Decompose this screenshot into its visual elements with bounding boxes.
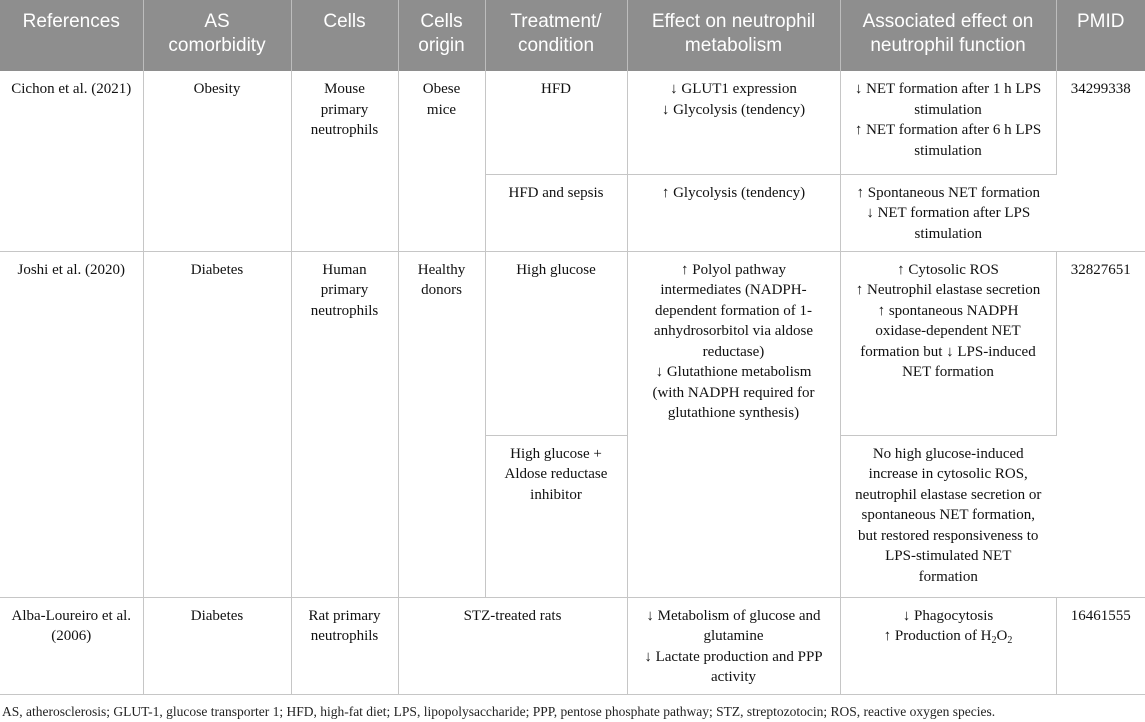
text-line: stimulation xyxy=(914,101,982,118)
text-line: glutathione synthesis) xyxy=(667,405,800,421)
text-line: ↓ Metabolism of glucose and xyxy=(646,607,821,624)
function-cell xyxy=(840,71,1056,174)
function-cell xyxy=(840,251,1056,435)
table-row xyxy=(0,251,1145,435)
table-row xyxy=(0,71,1145,174)
header-row xyxy=(0,0,1145,71)
text-line: No high glucose-induced xyxy=(872,445,1024,462)
origin-cell xyxy=(398,251,485,597)
text-line: ↓ GLUT1 expression xyxy=(670,81,797,97)
text-line: primary xyxy=(320,282,369,298)
pmid-cell xyxy=(1056,251,1145,597)
text-line: formation xyxy=(918,568,978,585)
text-line: stimulation xyxy=(914,142,982,159)
text-line: ↑ Spontaneous NET formation xyxy=(856,184,1040,201)
metabolism-cell xyxy=(627,71,840,174)
text-line: Healthy xyxy=(417,261,466,278)
text-line: intermediates (NADPH- xyxy=(660,282,807,298)
text-line: Aldose reductase xyxy=(504,466,608,482)
pmid-cell xyxy=(1056,597,1145,694)
treatment-cell xyxy=(485,174,627,251)
text-line: but restored responsiveness to xyxy=(858,527,1039,544)
text-line: Joshi et al. (2020) xyxy=(17,261,125,278)
text-line: inhibitor xyxy=(530,486,582,503)
function-lines xyxy=(844,606,1053,627)
text-line: (with NADPH required for xyxy=(652,384,815,401)
metabolism-cell xyxy=(627,251,840,597)
text-line: Alba-Loureiro et al. xyxy=(11,607,132,624)
text-line: spontaneous NET formation, xyxy=(861,507,1035,523)
text-line: Human xyxy=(322,261,367,278)
text-line: formation but ↓ LPS-induced xyxy=(860,343,1036,360)
text-line: ↓ Glycolysis (tendency) xyxy=(661,101,806,118)
reference-cell xyxy=(0,251,143,597)
header-references xyxy=(0,0,143,71)
text-line: neutrophil function xyxy=(870,35,1026,56)
text-line: oxidase-dependent NET xyxy=(875,323,1021,339)
pmid-cell xyxy=(1056,71,1145,251)
text-line: dependent formation of 1- xyxy=(654,302,813,319)
table-footnote: AS, atherosclerosis; GLUT-1, glucose transporter 1; HFD, high-fat diet; LPS, lipopolysaccharide; PPP, pentose phosphate pathway; STZ, streptozotocin; ROS, reactive oxygen species. xyxy=(2,704,996,719)
header-cells xyxy=(291,0,398,71)
text-line: comorbidity xyxy=(168,35,266,56)
text-line: Treatment/ xyxy=(510,11,602,32)
cells-cell xyxy=(291,251,398,597)
text-line: ↑ NET formation after 6 h LPS xyxy=(854,122,1042,138)
text-line: condition xyxy=(517,35,595,56)
text-line: (2006) xyxy=(51,628,92,644)
comorbidity-cell xyxy=(143,71,291,251)
text-line: mice xyxy=(426,101,457,118)
text-line: Obese xyxy=(422,81,461,97)
text-line: High glucose xyxy=(516,261,596,278)
reference-cell xyxy=(0,597,143,694)
origin-treatment-cell xyxy=(398,597,627,694)
text-line: activity xyxy=(711,669,756,685)
cells-cell xyxy=(291,71,398,251)
text-line: 34299338 xyxy=(1070,81,1131,97)
text-line: donors xyxy=(421,282,462,298)
text-line: HFD and sepsis xyxy=(508,184,604,201)
text-line: neutrophils xyxy=(310,302,379,319)
text-line: STZ-treated rats xyxy=(463,607,562,624)
text-line: neutrophils xyxy=(310,628,379,644)
reference-cell xyxy=(0,71,143,251)
text-line: 32827651 xyxy=(1070,261,1131,278)
text-line: origin xyxy=(418,35,465,56)
text-line: ↓ Lactate production and PPP xyxy=(644,648,823,665)
text-line: High glucose + xyxy=(510,445,602,462)
metabolism-cell xyxy=(627,597,840,694)
text-line: PMID xyxy=(1077,11,1125,32)
text-line: 16461555 xyxy=(1070,607,1131,624)
text-line: ↑ spontaneous NADPH xyxy=(877,302,1019,319)
comorbidity-cell xyxy=(143,251,291,597)
text-line: metabolism xyxy=(684,35,783,56)
text-line: LPS-stimulated NET xyxy=(885,548,1012,564)
text-line: Diabetes xyxy=(190,261,244,278)
text-line: NET formation xyxy=(902,364,994,380)
text-line: glutamine xyxy=(703,628,764,644)
text-line: ↓ Glutathione metabolism xyxy=(655,364,812,380)
h2o2-line: ↑ Production of $H_2O_2$ xyxy=(883,628,1013,646)
treatment-cell xyxy=(485,71,627,174)
cells-cell xyxy=(291,597,398,694)
text-line: anhydrosorbitol via aldose xyxy=(653,323,814,339)
text-line: References xyxy=(22,11,120,32)
text-line: AS xyxy=(204,11,230,32)
text-line: reductase) xyxy=(702,343,765,360)
origin-cell xyxy=(398,71,485,251)
text-line: Cells xyxy=(420,11,463,32)
text-line: ↓ NET formation after LPS xyxy=(866,205,1031,221)
text-line: Cells xyxy=(323,11,366,32)
header-origin xyxy=(398,0,485,71)
header-treatment xyxy=(485,0,627,71)
text-line: primary xyxy=(320,101,369,118)
text-line: neutrophils xyxy=(310,122,379,138)
text-line: ↑ Glycolysis (tendency) xyxy=(661,184,806,201)
text-line: ↓ NET formation after 1 h LPS xyxy=(854,81,1042,97)
treatment-cell xyxy=(485,251,627,435)
text-line: increase in cytosolic ROS, xyxy=(868,466,1028,482)
text-line: Diabetes xyxy=(190,607,244,624)
text-line: Associated effect on xyxy=(862,11,1034,32)
header-metabolism xyxy=(627,0,840,71)
text-line: HFD xyxy=(540,81,571,97)
comorbidity-cell xyxy=(143,597,291,694)
function-cell xyxy=(840,597,1056,694)
text-line: Mouse xyxy=(324,81,365,97)
header-function xyxy=(840,0,1056,71)
function-cell xyxy=(840,174,1056,251)
header-comorbidity xyxy=(143,0,291,71)
treatment-cell xyxy=(485,435,627,597)
text-line: ↑ Neutrophil elastase secretion xyxy=(855,282,1041,298)
text-line: ↓ Phagocytosis xyxy=(902,607,994,624)
function-cell xyxy=(840,435,1056,597)
text-line: Rat primary xyxy=(308,607,381,624)
text-line: ↑ Polyol pathway xyxy=(681,261,786,278)
text-line: Obesity xyxy=(193,81,241,97)
text-line: ↑ Cytosolic ROS xyxy=(897,261,999,278)
text-line: Effect on neutrophil xyxy=(651,11,816,32)
text-line: neutrophil elastase secretion or xyxy=(855,486,1042,503)
text-line: stimulation xyxy=(914,225,982,242)
metabolism-cell xyxy=(627,174,840,251)
text-line: Cichon et al. (2021) xyxy=(11,81,132,97)
table-row xyxy=(0,597,1145,694)
header-pmid xyxy=(1056,0,1145,71)
